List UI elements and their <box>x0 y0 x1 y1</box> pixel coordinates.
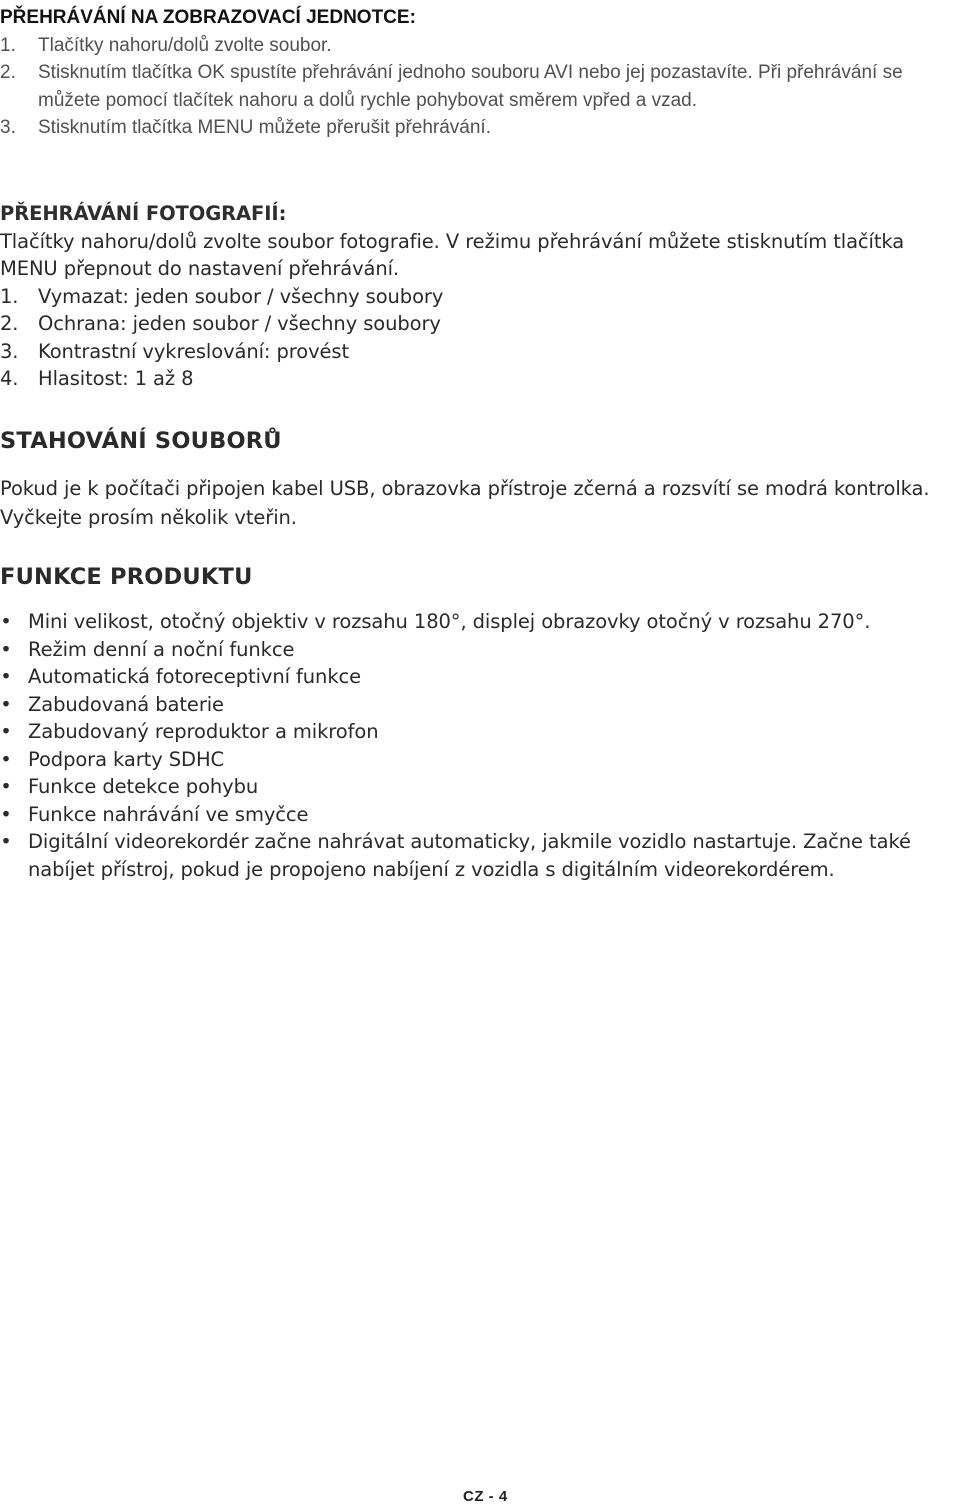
list-item-text: Tlačítky nahoru/dolů zvolte soubor. <box>38 34 332 56</box>
list-item <box>0 718 960 746</box>
bullet-icon: • <box>0 692 12 716</box>
list-item-text: Automatická fotoreceptivní funkce <box>28 665 362 688</box>
list-item <box>0 773 960 801</box>
list-item-number: 2. <box>0 62 16 83</box>
playback-photos-title: PŘEHRÁVÁNÍ FOTOGRAFIÍ: <box>0 202 287 225</box>
bullet-icon: • <box>0 802 12 826</box>
list-item-text: Podpora karty SDHC <box>28 747 225 771</box>
list-item <box>0 59 950 114</box>
bullet-icon: • <box>0 637 12 661</box>
bullet-icon: • <box>0 720 12 743</box>
page-number: CZ - 4 <box>463 1488 508 1505</box>
list-item-text: Vymazat: jeden soubor / všechny soubory <box>38 284 444 308</box>
list-item <box>0 828 960 883</box>
features-title: FUNKCE PRODUKTU <box>0 564 253 590</box>
list-item <box>0 338 960 366</box>
list-item-text: Hlasitost: 1 až 8 <box>38 367 194 390</box>
bullet-icon: • <box>0 747 12 771</box>
list-item <box>0 663 960 691</box>
list-item-text: Stisknutím tlačítka OK spustíte přehrávání jednoho souboru AVI nebo jej pozastavíte. Při přehrávání se můžete pomocí tlačítek nahoru a dolů rychle pohybovat směrem vpřed a vzad. <box>38 62 903 111</box>
list-item <box>0 691 960 719</box>
download-text: Pokud je k počítači připojen kabel USB, obrazovka přístroje zčerná a rozsvítí se modrá kontrolka. Vyčkejte prosím několik vteřin. <box>0 477 930 529</box>
list-item <box>0 746 960 774</box>
playback-display-title: PŘEHRÁVÁNÍ NA ZOBRAZOVACÍ JEDNOTCE: <box>0 7 416 28</box>
list-item-number: 4. <box>0 367 19 390</box>
list-item-text: Funkce detekce pohybu <box>28 775 259 798</box>
features-list <box>0 608 960 883</box>
list-item <box>0 114 950 142</box>
list-item-number: 1. <box>0 284 19 308</box>
bullet-icon: • <box>0 775 12 798</box>
playback-display-section <box>0 4 950 142</box>
list-item-text: Kontrastní vykreslování: provést <box>38 339 350 363</box>
list-item-text: Zabudovaná baterie <box>28 692 224 716</box>
list-item <box>0 801 960 829</box>
download-title: STAHOVÁNÍ SOUBORŮ <box>0 428 282 454</box>
playback-photos-intro: Tlačítky nahoru/dolů zvolte soubor fotografie. V režimu přehrávání můžete stisknutím tlačítka MENU přepnout do nastavení přehrávání. <box>0 229 905 280</box>
list-item-text: Digitální videorekordér začne nahrávat automaticky, jakmile vozidlo nastartuje. Začne také nabíjet přístroj, pokud je propojeno nabíjení z vozidla s digitálním videorekordérem. <box>28 830 911 881</box>
list-item <box>0 310 960 338</box>
list-item-text: Mini velikost, otočný objektiv v rozsahu 180°, displej obrazovky otočný v rozsahu 270°. <box>28 610 871 633</box>
bullet-icon: • <box>0 610 12 633</box>
list-item-number: 3. <box>0 117 16 138</box>
list-item-text: Funkce nahrávání ve smyčce <box>28 802 309 826</box>
list-item <box>0 32 950 60</box>
list-item <box>0 283 960 311</box>
list-item-text: Zabudovaný reproduktor a mikrofon <box>28 720 379 743</box>
list-item-number: 1. <box>0 34 16 56</box>
list-item-number: 3. <box>0 339 19 363</box>
bullet-icon: • <box>0 665 12 688</box>
list-item <box>0 365 960 393</box>
list-item-text: Ochrana: jeden soubor / všechny soubory <box>38 312 441 335</box>
list-item <box>0 608 960 636</box>
list-item-text: Režim denní a noční funkce <box>28 637 295 661</box>
list-item-number: 2. <box>0 312 19 335</box>
list-item <box>0 636 960 664</box>
playback-photos-section <box>0 200 960 393</box>
bullet-icon: • <box>0 830 12 853</box>
list-item-text: Stisknutím tlačítka MENU můžete přerušit přehrávání. <box>38 117 491 138</box>
